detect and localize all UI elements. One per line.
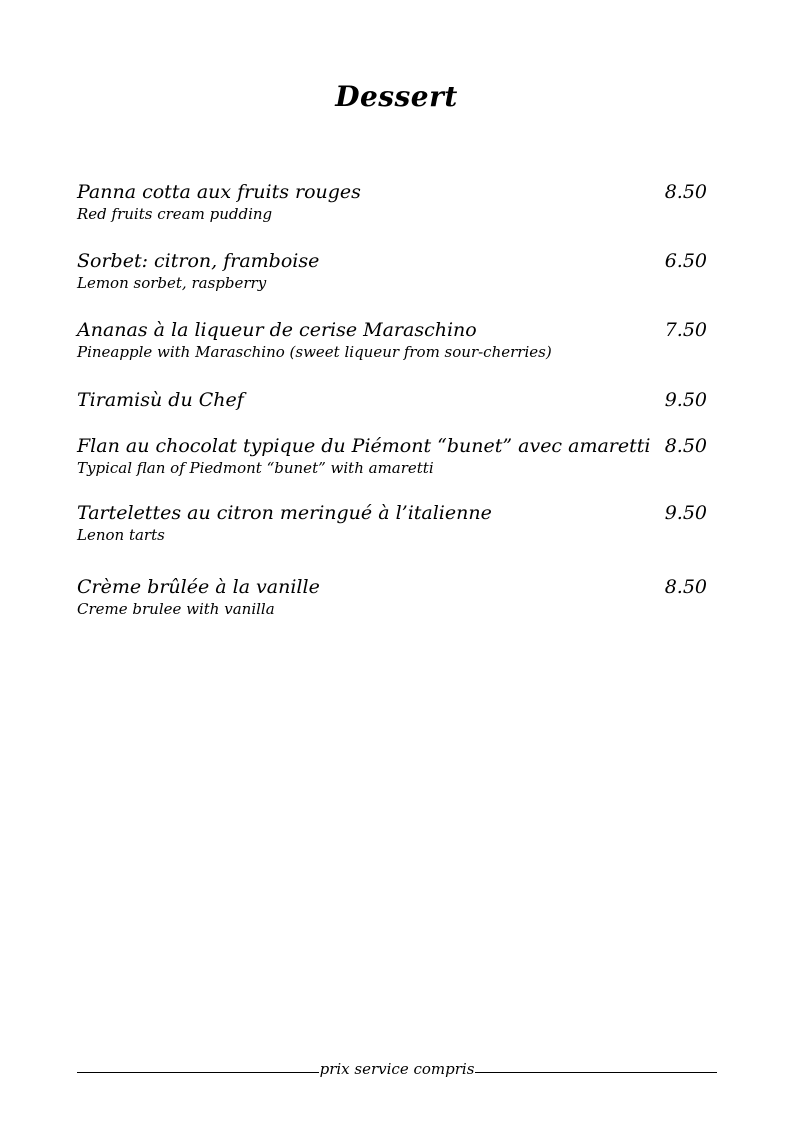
- item-name: Flan au chocolat typique du Piémont “bunet” avec amaretti: [77, 435, 651, 457]
- item-price: 9.50: [664, 389, 707, 411]
- item-name: Tartelettes au citron meringué à l’italienne: [77, 502, 492, 524]
- item-price: 7.50: [664, 319, 707, 341]
- footer-note: prix service compris: [319, 1060, 475, 1078]
- item-price: 8.50: [664, 576, 707, 598]
- menu-item: [77, 388, 707, 412]
- item-price: 9.50: [664, 502, 707, 524]
- footer-rule-right: [475, 1072, 717, 1073]
- item-price: 8.50: [664, 181, 707, 203]
- item-description: Pineapple with Maraschino (sweet liqueur from sour-cherries): [77, 343, 552, 361]
- item-name: Crème brûlée à la vanille: [77, 576, 320, 598]
- menu-item: [77, 318, 707, 362]
- item-name: Sorbet: citron, framboise: [77, 250, 320, 272]
- item-price: 8.50: [664, 435, 707, 457]
- item-description: Lenon tarts: [77, 526, 165, 544]
- item-description: Creme brulee with vanilla: [77, 600, 275, 618]
- menu-item: [77, 575, 707, 619]
- item-price: 6.50: [664, 250, 707, 272]
- menu-item: [77, 501, 707, 545]
- item-name: Ananas à la liqueur de cerise Maraschino: [77, 319, 477, 341]
- menu-item: [77, 434, 707, 478]
- item-name: Panna cotta aux fruits rouges: [77, 181, 361, 203]
- footer: [77, 1060, 717, 1078]
- menu-item: [77, 180, 707, 224]
- item-description: Lemon sorbet, raspberry: [77, 274, 267, 292]
- item-name: Tiramisù du Chef: [77, 389, 244, 411]
- menu-item: [77, 249, 707, 293]
- menu-title: Dessert: [335, 80, 458, 113]
- footer-rule-left: [77, 1072, 319, 1073]
- item-description: Red fruits cream pudding: [77, 205, 273, 223]
- item-description: Typical flan of Piedmont “bunet” with amaretti: [77, 459, 434, 477]
